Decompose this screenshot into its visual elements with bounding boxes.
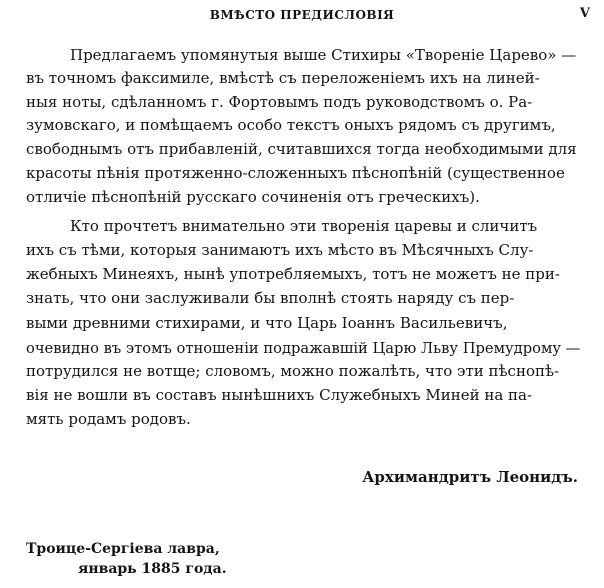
paragraph2-line: вія не вошли въ составъ нынѣшнихъ Служебныхъ Миней на па- (26, 386, 533, 404)
paragraph2-line: очевидно въ этомъ отношеніи подражавшій Царю Льву Премудрому — (26, 339, 581, 357)
paragraph1-line: въ точномъ факсимиле, вмѣстѣ съ переложеніемъ ихъ на линей- (26, 69, 540, 87)
paragraph1-line: Предлагаемъ упомянутыя выше Стихиры «Твореніе Царево» — (70, 46, 577, 64)
paragraph1-line: красоты пѣнія протяженно-сложенныхъ пѣснопѣній (существенное (26, 164, 565, 182)
paragraph2-line: выми древними стихирами, и что Царь Іоаннъ Васильевичъ, (26, 314, 508, 332)
paragraph2-line: знать, что они заслуживали бы вполнѣ стоять наряду съ пер- (26, 289, 515, 307)
paragraph1-line: свободнымъ отъ прибавленій, считавшихся тогда необходимыми для (26, 140, 577, 158)
page-number: V (579, 6, 590, 21)
date-line: январь 1885 года. (78, 561, 227, 577)
author-signature: Архимандритъ Леонидъ. (362, 468, 578, 486)
paragraph1-line: зумовскаго, и помѣщаемъ особо текстъ оныхъ рядомъ съ другимъ, (26, 116, 556, 134)
paragraph2-line: мять родамъ родовъ. (26, 410, 191, 428)
paragraph2-line: Кто прочтетъ внимательно эти творенія царевы и сличитъ (70, 217, 538, 235)
paragraph2-line: ихъ съ тѣми, которыя занимаютъ ихъ мѣсто въ Мѣсячныхъ Слу- (26, 241, 534, 259)
page-header-title: ВМѢСТО ПРЕДИСЛОВІЯ (209, 8, 395, 22)
paragraph2-line: потрудился не вотще; словомъ, можно пожалѣть, что эти пѣснопѣ- (26, 362, 560, 380)
paragraph2-line: жебныхъ Минеяхъ, нынѣ употребляемыхъ, тотъ не можетъ не при- (26, 265, 560, 283)
paragraph1-line: отличіе пѣснопѣній русскаго сочиненія отъ греческихъ). (26, 188, 480, 206)
place-line: Троице-Сергіева лавра, (26, 541, 220, 557)
paragraph1-line: ныя ноты, сдѣланномъ г. Фортовымъ подъ руководствомъ о. Ра- (26, 93, 533, 111)
